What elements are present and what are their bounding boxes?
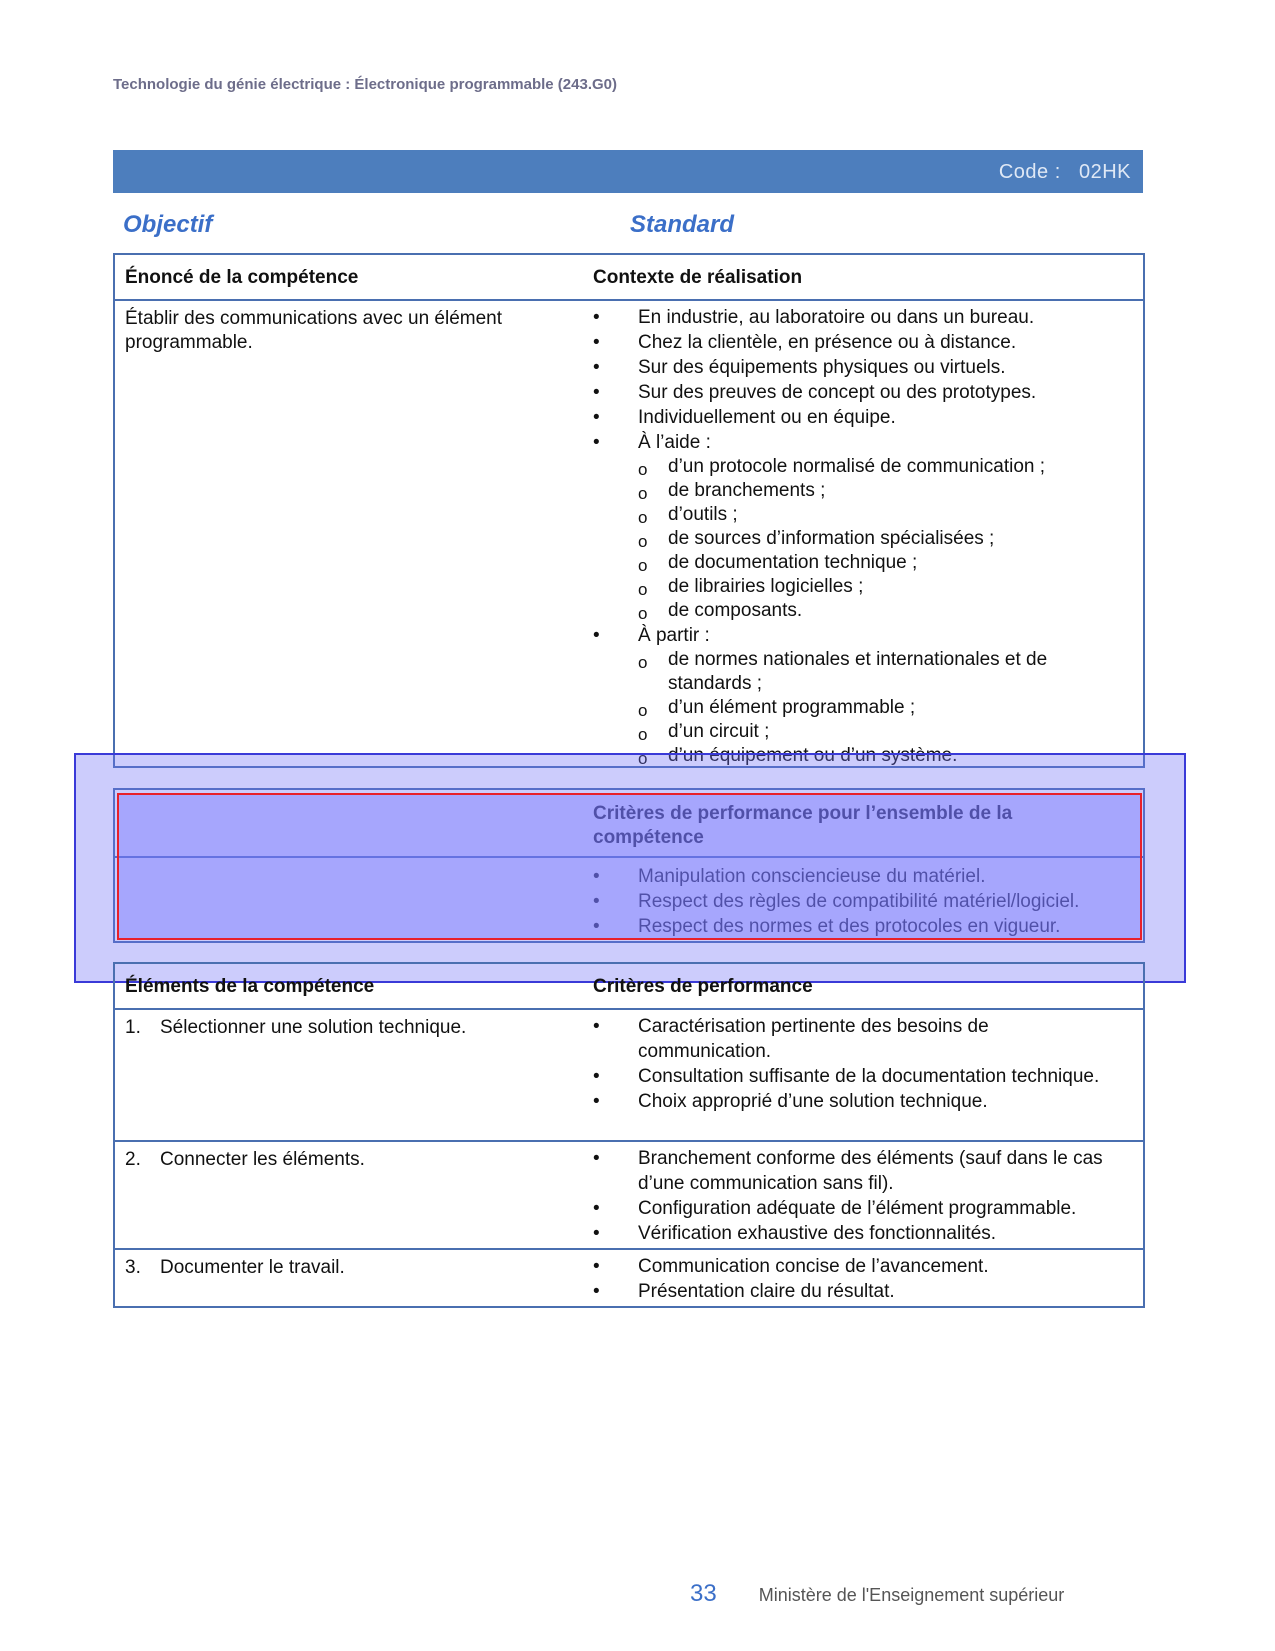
- competence-table-header: [115, 255, 1143, 301]
- element-row: [115, 1140, 1143, 1248]
- page-number: 33: [690, 1580, 717, 1607]
- elements-table-body: [115, 1010, 1143, 1308]
- context-item: • Individuellement ou en équipe.: [593, 405, 1123, 430]
- running-header: Technologie du génie électrique : Électronique programmable (243.G0): [113, 76, 617, 93]
- context-item-sources-label: À partir :: [638, 625, 710, 646]
- context-subitem: o de librairies logicielles ;: [593, 575, 1123, 599]
- code-value: 02HK: [1078, 161, 1131, 183]
- context-item-tools-label: À l’aide :: [638, 432, 711, 453]
- criteria-list: [593, 1146, 1103, 1246]
- context-subitem: o de branchements ;: [593, 479, 1123, 503]
- context-item: • Sur des équipements physiques ou virtuels.: [593, 355, 1123, 380]
- element-number: 1.: [125, 1017, 141, 1038]
- element-cell: [125, 1148, 565, 1172]
- criteria-item: • Choix approprié d’une solution technique.: [593, 1089, 1103, 1114]
- context-item-tools: [593, 430, 1123, 623]
- element-text: Connecter les éléments.: [160, 1149, 365, 1170]
- context-subitem: o de composants.: [593, 599, 1123, 623]
- criteria-list: [593, 1014, 1103, 1114]
- global-criteria-item: • Respect des normes et des protocoles en vigueur.: [593, 914, 1123, 939]
- context-subitem: o de sources d’information spécialisées ;: [593, 527, 1123, 551]
- criteria-cell: [593, 1146, 1103, 1246]
- context-subitem: o de normes nationales et internationales et de standards ;: [593, 648, 1123, 696]
- element-row: [115, 1010, 1143, 1140]
- element-row: [115, 1248, 1143, 1308]
- elements-table: [113, 962, 1145, 1308]
- global-criteria-header: Critères de performance pour l’ensemble de la compétence: [593, 803, 1013, 848]
- context-subitem: o d’outils ;: [593, 503, 1123, 527]
- element-number: 2.: [125, 1149, 141, 1170]
- code-label-text: Code :: [998, 161, 1061, 183]
- criteria-item: • Branchement conforme des éléments (sauf dans le cas d’une communication sans fil).: [593, 1146, 1103, 1196]
- context-list: [593, 305, 1123, 768]
- context-item: • Chez la clientèle, en présence ou à distance.: [593, 330, 1123, 355]
- context-subitem: o d’un protocole normalisé de communication ;: [593, 455, 1123, 479]
- criteria-item: • Communication concise de l’avancement.: [593, 1254, 1103, 1279]
- sources-sublist: [638, 648, 1123, 768]
- standard-heading: Standard: [630, 211, 735, 238]
- context-subitem: o d’un équipement ou d’un système.: [593, 744, 1123, 768]
- selection-highlight: [117, 793, 1142, 940]
- context-item-sources: [593, 623, 1123, 768]
- element-cell: [125, 1256, 565, 1280]
- element-number: 3.: [125, 1257, 141, 1278]
- criteria-item: • Configuration adéquate de l’élément programmable.: [593, 1196, 1103, 1221]
- page-footer: [690, 1580, 1064, 1608]
- competence-table: [113, 253, 1145, 768]
- competence-statement: Établir des communications avec un élément programmable.: [125, 308, 503, 353]
- code-bar: [113, 150, 1143, 193]
- criteria-cell: [593, 1014, 1103, 1114]
- tools-sublist: [638, 455, 1123, 623]
- criteria-item: • Caractérisation pertinente des besoins de communication.: [593, 1014, 1103, 1064]
- element-text: Documenter le travail.: [160, 1257, 345, 1278]
- context-item: • En industrie, au laboratoire ou dans un bureau.: [593, 305, 1123, 330]
- criteria-item: • Vérification exhaustive des fonctionnalités.: [593, 1221, 1103, 1246]
- criteria-item: • Consultation suffisante de la documentation technique.: [593, 1064, 1103, 1089]
- criteria-list: [593, 1254, 1103, 1304]
- statement-header: Énoncé de la compétence: [125, 267, 359, 288]
- context-subitem: o d’un élément programmable ;: [593, 696, 1123, 720]
- element-text: Sélectionner une solution technique.: [160, 1017, 467, 1038]
- context-subitem: o d’un circuit ;: [593, 720, 1123, 744]
- context-list-wrapper: [593, 305, 1123, 768]
- global-criteria-item: • Respect des règles de compatibilité matériel/logiciel.: [593, 889, 1123, 914]
- criteria-cell: [593, 1254, 1103, 1304]
- criteria-item: • Présentation claire du résultat.: [593, 1279, 1103, 1304]
- global-criteria-item: • Manipulation consciencieuse du matériel.: [593, 864, 1123, 889]
- context-subitem: o de documentation technique ;: [593, 551, 1123, 575]
- elements-table-header: [115, 964, 1143, 1010]
- elements-header: Éléments de la compétence: [125, 976, 375, 997]
- objective-heading: Objectif: [123, 211, 213, 238]
- criteria-header: Critères de performance: [593, 976, 813, 997]
- context-header: Contexte de réalisation: [593, 267, 803, 288]
- ministry-name: Ministère de l'Enseignement supérieur: [758, 1585, 1065, 1605]
- context-item: • Sur des preuves de concept ou des prototypes.: [593, 380, 1123, 405]
- element-cell: [125, 1016, 565, 1040]
- code-label: [999, 161, 1131, 184]
